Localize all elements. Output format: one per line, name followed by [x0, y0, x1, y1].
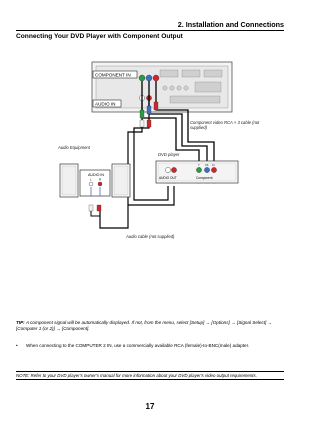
- dvd-port-y: Y: [198, 164, 200, 167]
- tip-label: TIP:: [16, 320, 25, 325]
- dvd-player: [156, 161, 238, 183]
- audio-equipment: [60, 164, 130, 216]
- audio-cable-caption: Audio cable (not supplied): [126, 234, 175, 239]
- audio-ch-l: L: [90, 177, 92, 182]
- label-component-in: COMPONENT IN: [95, 72, 131, 78]
- component-cable-caption: Component video RCA × 3 cable (not supplied): [190, 120, 260, 130]
- audio-equipment-panel-label: AUDIO IN: [88, 173, 104, 177]
- component-jack-blue: [146, 75, 152, 81]
- component-jack-green: [139, 75, 145, 81]
- bullet-text: When connecting to the COMPUTER 2 IN, use a commercially available RCA (female)-to-BNC(male) adapter.: [26, 343, 250, 348]
- note-box: [16, 371, 284, 380]
- component-jack-red: [153, 75, 159, 81]
- note-text: NOTE: Refer to your DVD player's owner's manual for more information about your DVD player's video output requirements.: [16, 373, 257, 378]
- audio-ch-r: R: [99, 177, 102, 182]
- tip-text: A component signal will be automatically displayed. If not, from the menu, select [Setup] → [Options] → [Signal Select] → [Computer 1 (or 2)] → [Component].: [16, 320, 273, 331]
- dvd-component-label: Component: [196, 176, 213, 180]
- dvd-port-cr: Cr: [212, 164, 215, 167]
- dvd-port-cb: Cb: [205, 164, 209, 167]
- tip-block: [16, 320, 284, 332]
- dvd-player-caption: DVD player: [158, 152, 180, 157]
- bullet-glyph: •: [16, 343, 18, 348]
- dvd-audio-out-label: AUDIO OUT: [159, 176, 177, 180]
- audio-equipment-caption: Audio Equipment: [58, 145, 90, 150]
- subheading: Connecting Your DVD Player with Component Output: [16, 33, 183, 40]
- section-title: 2. Installation and Connections: [177, 20, 284, 29]
- bullet-block: [16, 343, 284, 349]
- page-number: 17: [145, 402, 155, 411]
- label-audio-in: AUDIO IN: [95, 101, 116, 107]
